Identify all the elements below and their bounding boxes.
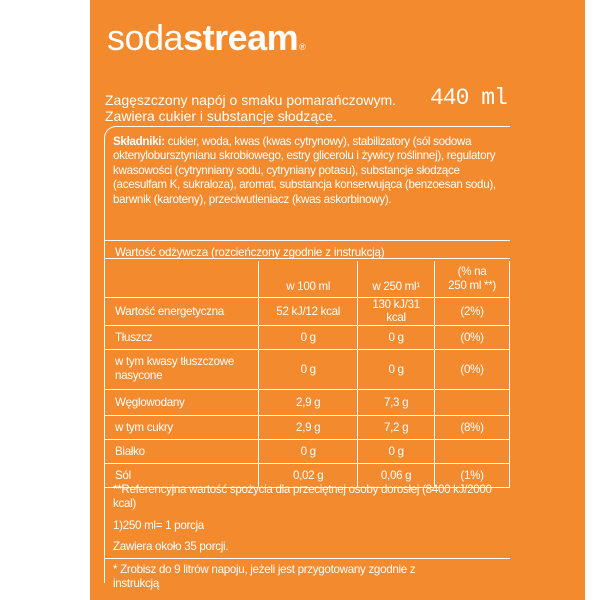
registered-mark: ® <box>299 42 306 52</box>
ingredients-list: cukier, woda, kwas (kwas cytrynowy), stabilizatory (sól sodowa oktenylobursztynianu skrobiowego, estry glicerolu i żywicy roślinnej), regulatory kwasowości (cytrynniany sodu, cytryniany potasu), substancje słodzące (acesulfam K, sukraloza), aromat, substancja konserwująca (benzoesan sodu), barwnik (karoteny), przeciwutleniacz (kwas askorbinowy). <box>113 135 496 206</box>
nutrient-name: w tym kwasy tłuszczowe nasycone <box>105 349 259 389</box>
value-per-250ml: 0,06 g <box>358 463 435 487</box>
value-per-250ml: 130 kJ/31 kcal <box>358 297 435 325</box>
brand-logo-light: soda <box>107 17 184 58</box>
product-description <box>105 92 425 124</box>
value-per-100ml: 0 g <box>259 349 358 389</box>
product-description-line1: Zagęszczony napój o smaku pomarańczowym. <box>105 92 397 108</box>
portion-footnote: 1)250 ml= 1 porcja <box>113 519 204 532</box>
value-reference-intake: (1%) <box>435 463 510 487</box>
value-per-250ml: 7,2 g <box>358 415 435 439</box>
section-divider <box>105 240 510 241</box>
header-reference-intake <box>435 261 510 297</box>
table-row <box>105 389 510 415</box>
value-per-100ml: 2,9 g <box>259 389 358 415</box>
ingredients-text <box>113 135 505 207</box>
value-per-250ml: 7,3 g <box>358 389 435 415</box>
footnote-divider <box>105 558 510 559</box>
value-reference-intake <box>435 439 510 463</box>
nutrient-name: w tym cukry <box>105 415 259 439</box>
value-per-250ml: 0 g <box>358 439 435 463</box>
nutrient-name: Sól <box>105 463 259 487</box>
table-row <box>105 415 510 439</box>
value-reference-intake: (8%) <box>435 415 510 439</box>
value-per-100ml: 52 kJ/12 kcal <box>259 297 358 325</box>
value-per-100ml: 0 g <box>259 325 358 349</box>
value-reference-intake: (2%) <box>435 297 510 325</box>
table-row <box>105 349 510 389</box>
info-panel <box>104 126 510 591</box>
nutrient-name: Tłuszcz <box>105 325 259 349</box>
servings-footnote: Zawiera około 35 porcji. <box>113 540 229 553</box>
product-label <box>90 0 585 600</box>
value-per-100ml: 0,02 g <box>259 463 358 487</box>
header-empty-cell <box>105 261 259 297</box>
value-per-100ml: 0 g <box>259 439 358 463</box>
header-ri-line1: (% na <box>457 264 487 278</box>
header-per-250ml: w 250 ml¹ <box>358 261 435 297</box>
value-per-100ml: 2,9 g <box>259 415 358 439</box>
ingredients-heading: Składniki: <box>113 135 165 148</box>
nutrition-table-header <box>105 261 510 297</box>
nutrient-name: Wartość energetyczna <box>105 297 259 325</box>
reference-intake-footnote: **Referencyjna wartość spożycia dla przeciętnej osoby dorosłej (8400 kJ/2000 kcal) <box>113 483 492 511</box>
nutrition-title-divider <box>105 258 510 259</box>
value-per-250ml: 0 g <box>358 325 435 349</box>
nutrient-name: Węglowodany <box>105 389 259 415</box>
nutrient-name: Białko <box>105 439 259 463</box>
header-ri-line2: 250 ml **) <box>448 278 496 292</box>
brand-logo <box>107 16 305 60</box>
table-row <box>105 297 510 325</box>
brand-logo-bold: stream <box>183 17 299 58</box>
product-description-line2: Zawiera cukier i substancje słodzące. <box>105 108 337 124</box>
value-per-250ml: 0 g <box>358 349 435 389</box>
value-reference-intake: (0%) <box>435 325 510 349</box>
nutrition-title: Wartość odżywcza (rozcieńczony zgodnie z instrukcją) <box>115 246 385 259</box>
yield-footnote: * Zrobisz do 9 litrów napoju, jeżeli jest przygotowany zgodnie z instrukcją <box>113 563 416 591</box>
value-reference-intake <box>435 389 510 415</box>
value-reference-intake: (0%) <box>435 349 510 389</box>
nutrition-table <box>105 261 510 488</box>
header-per-100ml: w 100 ml <box>259 261 358 297</box>
table-row <box>105 325 510 349</box>
table-row <box>105 439 510 463</box>
volume-label: 440 ml <box>430 85 507 111</box>
